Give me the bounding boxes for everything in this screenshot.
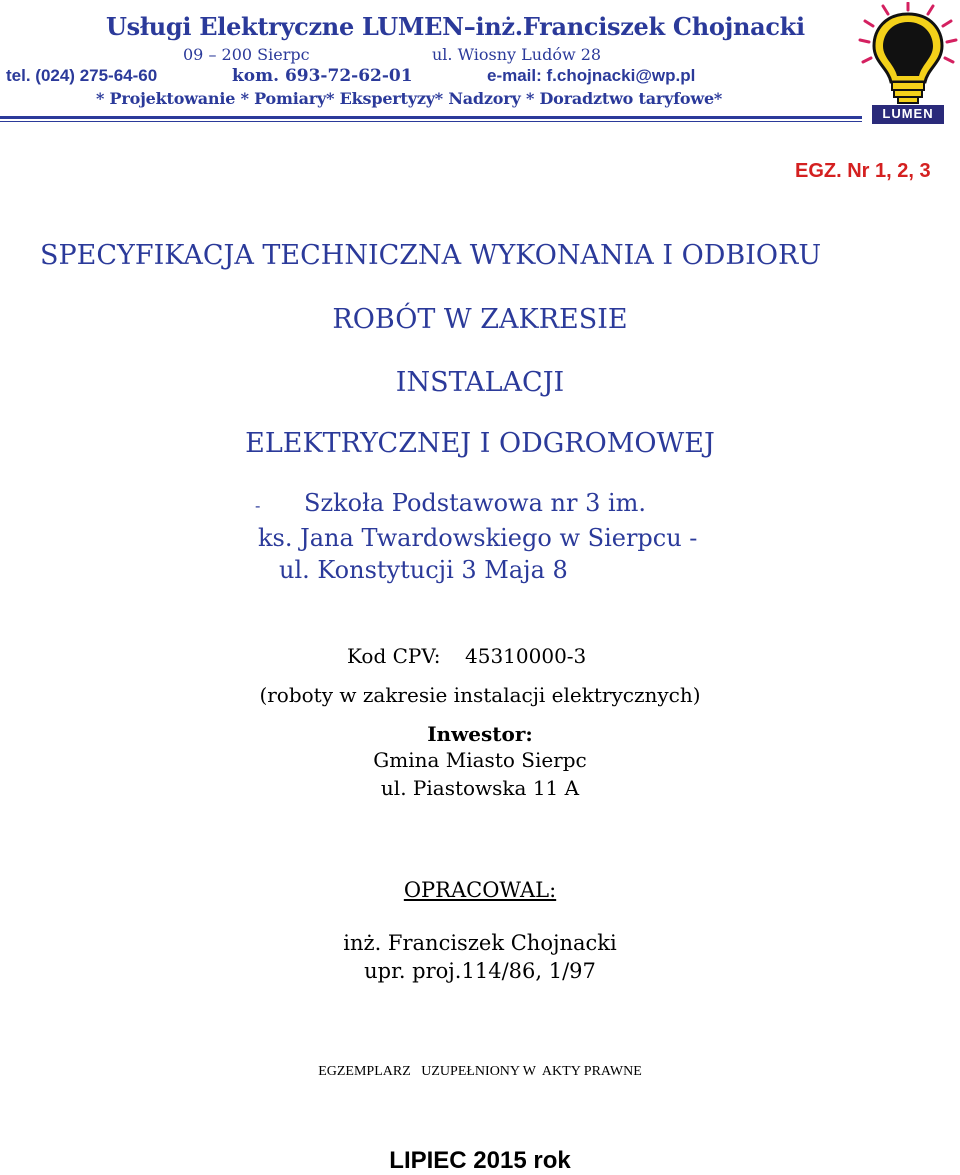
object-line-3: ul. Konstytucji 3 Maja 8 [279,556,568,584]
services-line: * Projektowanie * Pomiary* Ekspertyzy* Nadzory * Doradztwo taryfowe* [96,89,723,108]
author-label: OPRACOWAL: [403,878,557,902]
investor-label: Inwestor: [427,722,533,746]
street-address: ul. Wiosny Ludów 28 [432,45,602,64]
mobile: kom. 693-72-62-01 [232,66,413,86]
investor-address: ul. Piastowska 11 A [380,776,580,800]
update-note: EGZEMPLARZ UZUPEŁNIONY W AKTY PRAWNE [318,1064,642,1079]
logo-text: LUMEN [882,106,934,121]
title-line-4: ELEKTRYCZNEJ I ODGROMOWEJ [245,428,715,459]
cpv-label: Kod CPV: [347,644,441,668]
title-line-1: SPECYFIKACJA TECHNICZNA WYKONANIA I ODBIORU [40,240,822,271]
lumen-logo [858,2,958,126]
investor-name: Gmina Miasto Sierpc [373,748,587,772]
title-line-2: ROBÓT W ZAKRESIE [332,304,628,335]
cpv-code: 45310000-3 [465,644,587,668]
object-dash: - [255,496,261,515]
postal-code: 09 – 200 Sierpc [183,45,310,64]
header-rule [0,116,862,122]
author-license: upr. proj.114/86, 1/97 [364,959,596,983]
object-line-2: ks. Jana Twardowskiego w Sierpcu - [258,524,698,552]
document-date: LIPIEC 2015 rok [389,1147,571,1174]
cpv-description: (roboty w zakresie instalacji elektrycznych) [259,683,701,707]
phone: tel. (024) 275-64-60 [6,66,158,85]
copy-number: EGZ. Nr 1, 2, 3 [795,160,931,182]
title-line-3: INSTALACJI [395,367,565,398]
author-name: inż. Franciszek Chojnacki [343,931,617,955]
company-name: Usługi Elektryczne LUMEN–inż.Franciszek Chojnacki [106,12,805,41]
email: e-mail: f.chojnacki@wp.pl [487,66,696,85]
object-line-1: Szkoła Podstawowa nr 3 im. [304,489,647,517]
